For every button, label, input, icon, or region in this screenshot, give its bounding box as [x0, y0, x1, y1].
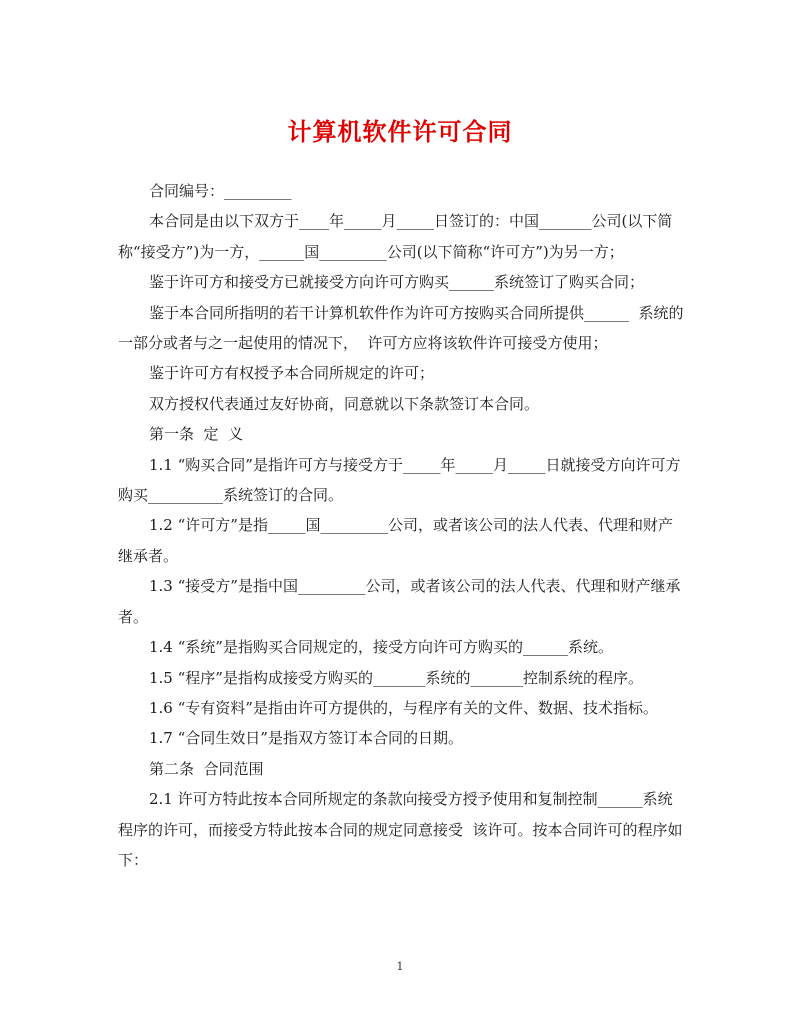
parties-paragraph: 本合同是由以下双方于____年_____月_____日签订的：中国_______公司(以下简称“接受方”)为一方，______国_________公司(以下简称“许可方”)为另一方； [118, 212, 673, 261]
recital-purchase: 鉴于许可方和接受方已就接受方向许可方购买______系统签订了购买合同； [149, 273, 645, 292]
clause-1-7: 1.7 “合同生效日”是指双方签订本合同的日期。 [149, 729, 463, 748]
article-2-heading: 第二条 合同范围 [149, 759, 264, 778]
clause-1-2: 1.2 “许可方”是指_____国_________公司，或者该公司的法人代表、代理和财产继承者。 [118, 516, 673, 565]
clause-1-4: 1.4 “系统”是指购买合同规定的，接受方向许可方购买的______系统。 [149, 638, 613, 657]
contract-number: 合同编号：_________ [149, 182, 292, 200]
agreement-statement: 双方授权代表通过友好协商，同意就以下条款签订本合同。 [149, 394, 540, 413]
clause-1-5: 1.5 “程序”是指构成接受方购买的_______系统的_______控制系统的程序。 [149, 668, 643, 687]
document-title: 计算机软件许可合同 [287, 118, 513, 146]
clause-1-3: 1.3 “接受方”是指中国_________公司，或者该公司的法人代表、代理和财产继承者。 [118, 577, 681, 626]
clause-2-1: 2.1 许可方特此按本合同所规定的条款向接受方授予使用和复制控制______系统程序的许可，而接受方特此按本合同的规定同意接受 该许可。按本合同许可的程序如下： [118, 790, 683, 869]
recital-authority: 鉴于许可方有权授予本合同所规定的许可； [149, 364, 435, 383]
page-number: 1 [396, 960, 404, 973]
clause-1-6: 1.6 “专有资料”是指由许可方提供的，与程序有关的文件、数据、技术指标。 [149, 698, 658, 717]
document-body [118, 176, 684, 875]
recital-software: 鉴于本合同所指明的若干计算机软件作为许可方按购买合同所提供______ 系统的一部分或者与之一起使用的情况下， 许可方应将该软件许可接受方使用； [118, 303, 684, 353]
clause-1-1: 1.1 “购买合同”是指许可方与接受方于_____年_____月_____日就接受方向许可方购买__________系统签订的合同。 [118, 455, 681, 505]
article-1-heading: 第一条 定 义 [149, 425, 244, 444]
